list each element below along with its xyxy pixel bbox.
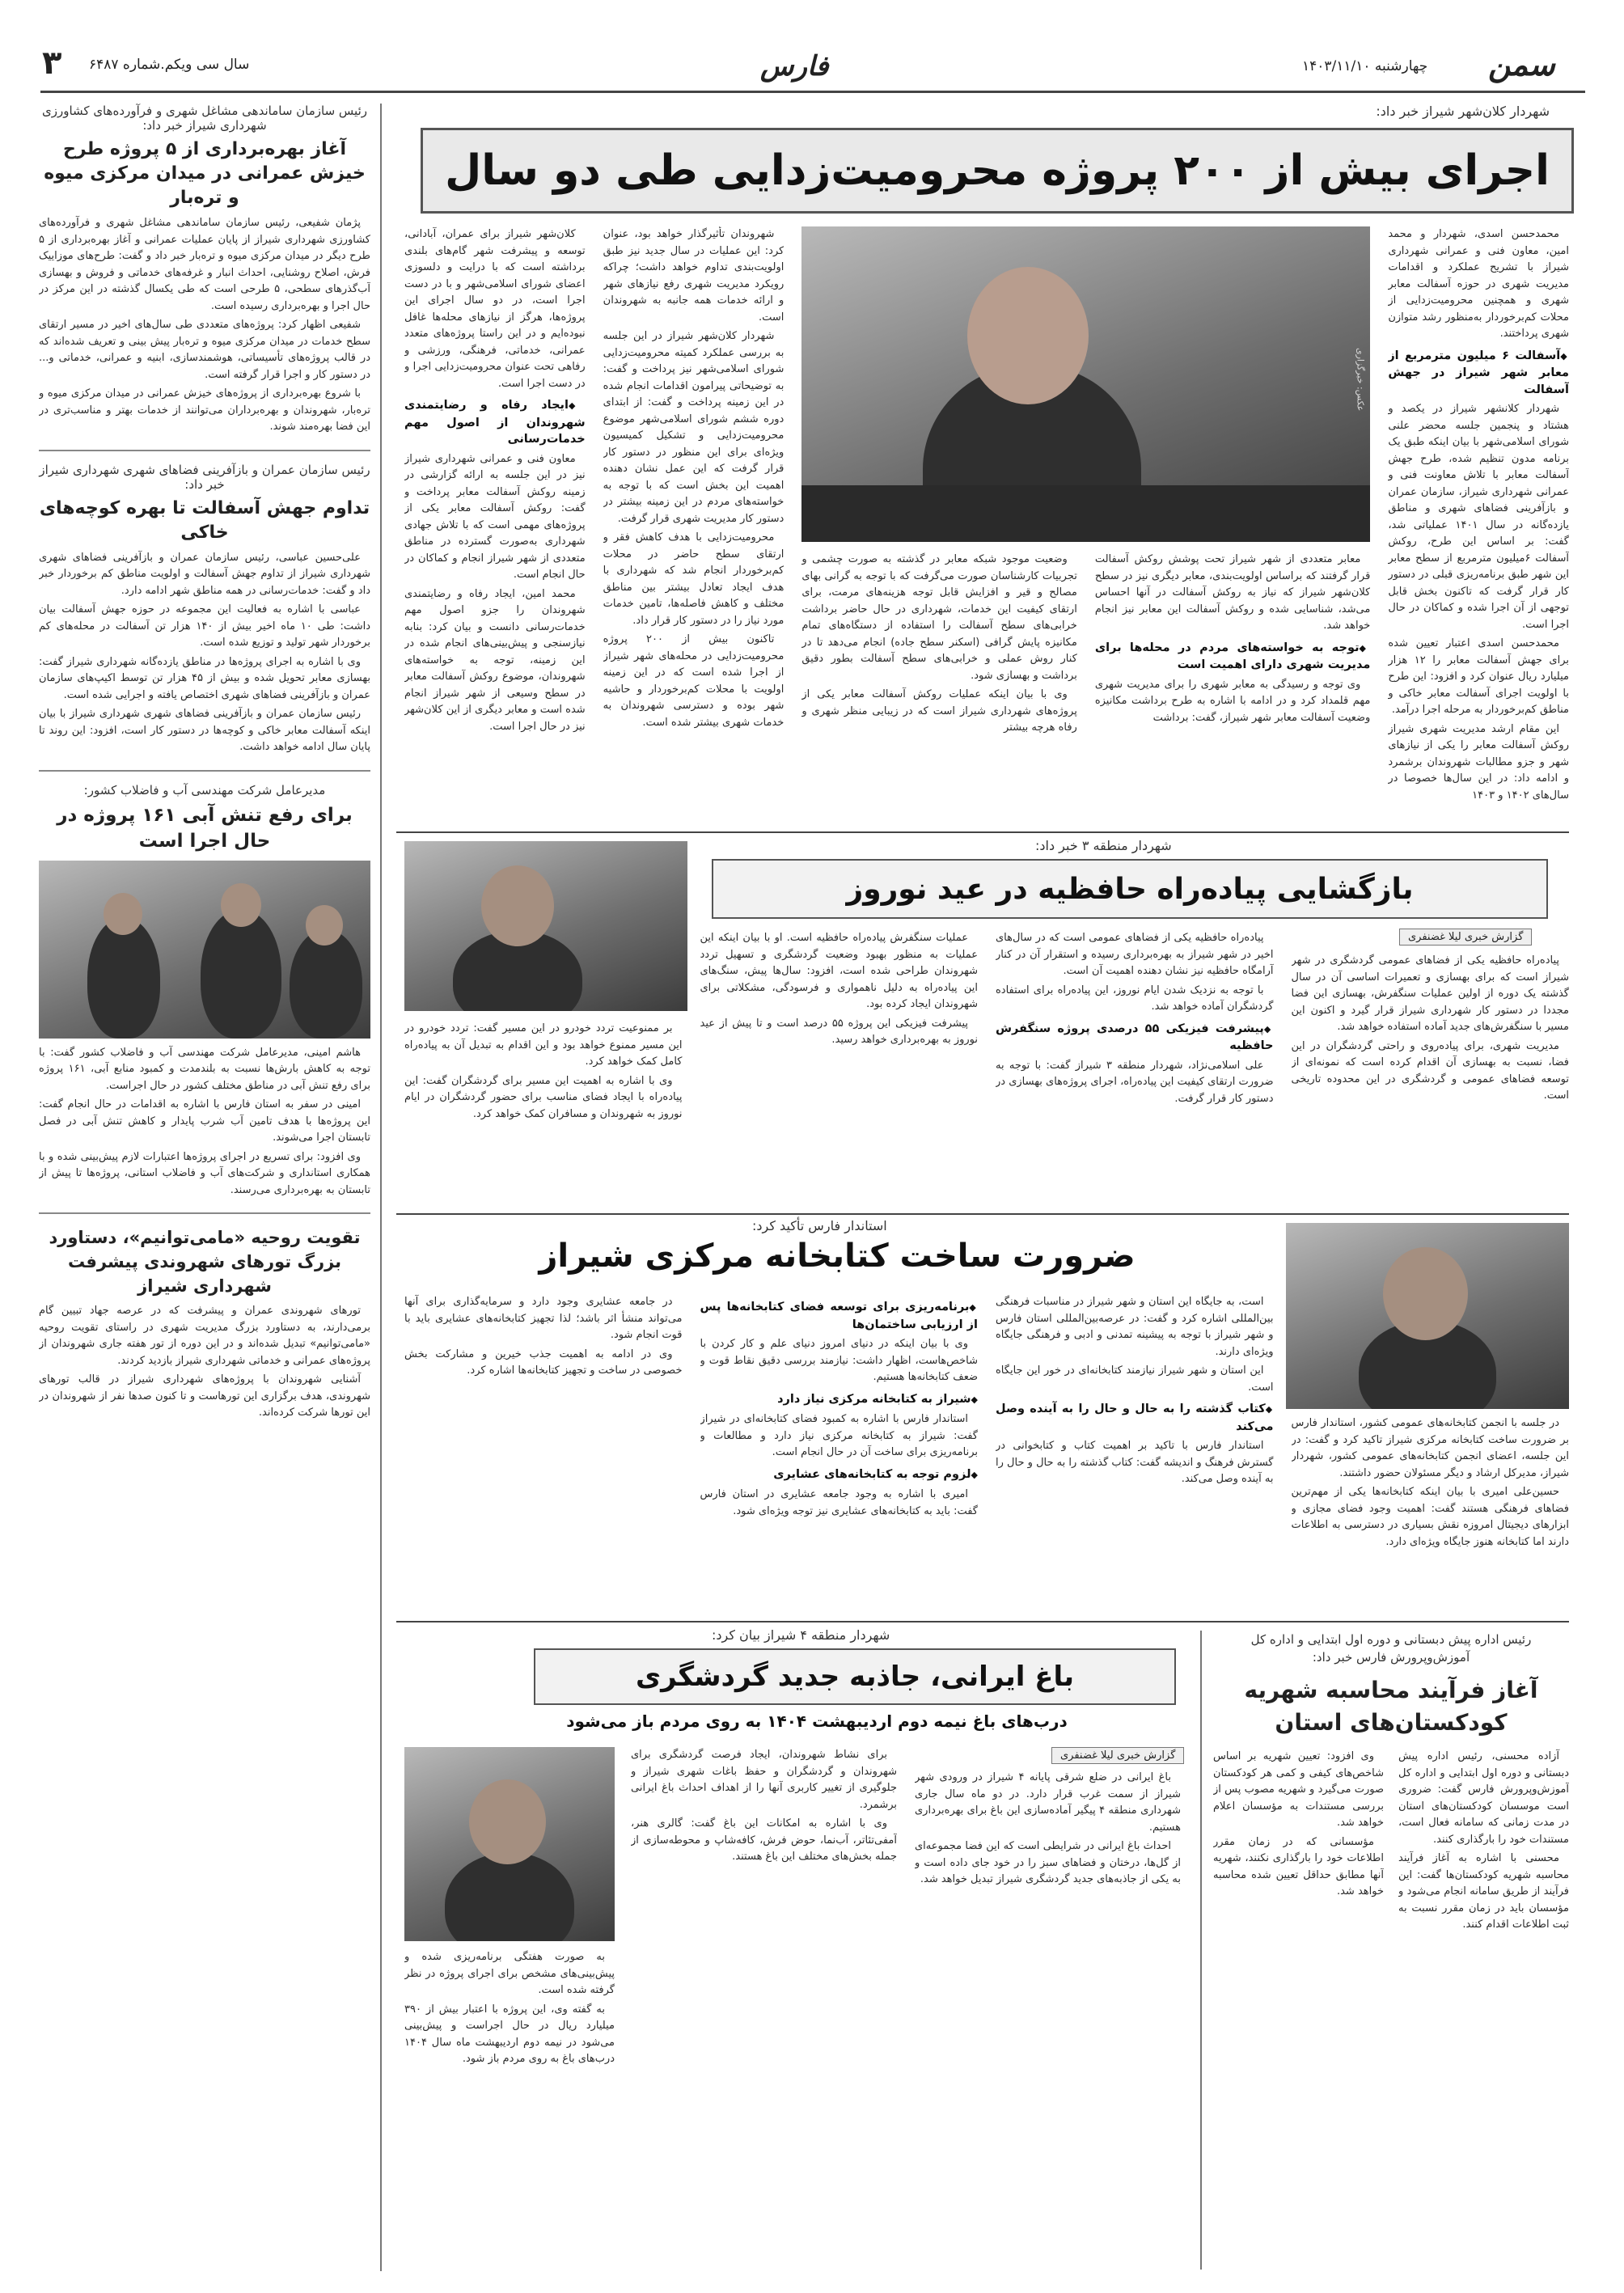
- paragraph: حسین‌علی امیری با بیان اینکه کتابخانه‌ها یکی از مهم‌ترین فضاهای فرهنگی هستند گفت: اهمیت وجود فضای مجازی و ابزارهای دیجیتال امروزه نقش بسیاری در دسترسی به اطلاعات دارند اما کتابخانه هنوز جایگاه ویژه‌ای دارد.: [1291, 1486, 1569, 1548]
- paragraph: برای نشاط شهروندان، ایجاد فرصت گردشگری برای شهروندان و گردشگران و حفظ باغات شهری شیراز و جلوگیری از تغییر کاربری آنها را از اهداف احداث باغ ایرانی برشمرد.: [631, 1749, 897, 1811]
- main-headline: [421, 128, 1574, 214]
- paragraph: استاندار فارس با اشاره به کمبود فضای کتابخانه‌ای در شیراز گفت: شیراز به کتابخانه مرکزی نیاز دارد و مطالعات و برنامه‌ریزی برای ساخت آن در حال انجام است.: [700, 1413, 978, 1458]
- headline: آغاز فرآیند محاسبه شهریه کودکستان‌های استان: [1244, 1677, 1538, 1736]
- water-officials-photo: [39, 861, 370, 1039]
- headline: برای رفع تنش آبی ۱۶۱ پروژه در حال اجرا است: [57, 804, 353, 852]
- paragraph: امینی در سفر به استان فارس با اشاره به اقدامات در حال انجام گفت: این پروژه‌ها با هدف تامین آب شرب پایدار و کاهش تنش آبی در فصل تابستان اجرا می‌شوند.: [39, 1098, 370, 1144]
- kicker: رئیس سازمان عمران و بازآفرینی فضاهای شهری شهرداری شیراز خبر داد:: [39, 462, 370, 492]
- page-header: [0, 0, 1624, 97]
- kindergarten-col-2: [1213, 1749, 1384, 1936]
- hafezieh-headline-text: بازگشایی پیاده‌راه حافظیه در عید نوروز: [846, 872, 1414, 906]
- paragraph: این مقام ارشد مدیریت شهری شیراز روکش آسفالت معابر را یکی از نیازهای شهر و جزو مطالبات شهروندان برشمرد و ادامه داد: در این سال‌ها خصوصا در سال‌های ۱۴۰۲ و ۱۴۰۳: [1388, 722, 1569, 802]
- paragraph: تاکنون بیش از ۲۰۰ پروژه محرومیت‌زدایی در محله‌های شهر شیراز از اجرا شده است که در این زمینه اولویت با محلات کم‌برخوردار و حاشیه شهر بوده و دسترسی شهروندان به خدمات شهری بیشتر شده است.: [603, 633, 785, 729]
- paragraph: محرومیت‌زدایی با هدف کاهش فقر و ارتقای سطح حاضر در محلات کم‌برخوردار انجام شد که شهرداری با هدف ایجاد تعادل بیشتر بین مناطق مختلف و کاهش فاصله‌ها، تامین خدمات مورد نیاز را در دستور کار قرار داد.: [603, 531, 785, 627]
- hafezieh-col-3: [700, 930, 979, 1051]
- paragraph: مدیریت شهری، برای پیاده‌روی و راحتی گردشگران در این فضا، نسبت به بهسازی آن اقدام کرده است که نمونه‌ای از توسعه فضاهای عمومی و گردشگری در این محدوده تاریخی است.: [1291, 1039, 1569, 1102]
- photo-caption: عکس: خبرگزاری: [1355, 348, 1366, 412]
- hafezieh-headline: [712, 859, 1548, 919]
- district4-mayor-photo: [404, 1747, 615, 1941]
- left-column-rule: [380, 104, 382, 2271]
- main-headline-text: اجرای بیش از ۲۰۰ پروژه محرومیت‌زدایی طی دو سال: [445, 146, 1550, 195]
- paragraph: مؤسسانی که در زمان مقرر اطلاعات خود را بارگذاری نکنند، شهریه آنها مطابق حداقل تعیین شده محاسبه خواهد شد.: [1213, 1835, 1384, 1897]
- bagh-body: [631, 1747, 1181, 2249]
- library-col-3: [700, 1294, 979, 1522]
- paragraph: باغ ایرانی در ضلع شرقی پایانه ۴ شیراز در ورودی شهر شیراز از سمت غرب قرار دارد. در دو ماه سال جاری شهرداری منطقه ۴ پیگیر آماده‌سازی این باغ برای بهره‌برداری هستیم.: [915, 1771, 1181, 1834]
- paragraph: کلان‌شهر شیراز برای عمران، آبادانی، توسعه و پیشرفت شهر گام‌های بلندی برداشته است که با درایت و دلسوزی اعضای شورای اسلامی‌شهر و با در دست اجرا است، در دو سال اجرای این پروژه‌ها، هرگز از نیازهای محله‌ها غافل نبوده‌ایم و در این راستا پروژه‌های متعدد عمرانی، خدماتی، فرهنگی، ورزشی و رفاهی تحت عنوان محرومیت‌زدایی اجرا و در دست اجرا است.: [404, 228, 586, 390]
- paragraph: وی در ادامه به اهمیت جذب خیرین و مشارکت بخش خصوصی در ساخت و تجهیز کتابخانه‌ها اشاره کرد.: [404, 1347, 683, 1377]
- paragraph: آزاده محسنی، رئیس اداره پیش دبستانی و دوره اول ابتدایی و اداره کل آموزش‌وپرورش فارس گفت: ضروری است موسسان کودکستان‌های استان در مدت زمانی که سامانه فعال است، مستندات خود را بارگذاری کنند.: [1398, 1750, 1569, 1846]
- bagh-subhead: درب‌های باغ نیمه دوم اردیبهشت ۱۴۰۴ به روی مردم باز می‌شود: [566, 1711, 1068, 1731]
- bagh-col-1: [915, 1770, 1181, 1891]
- paragraph: وی توجه و رسیدگی به معابر شهری را برای مدیریت شهری مهم قلمداد کرد و در ادامه با اشاره به طرح برداشت مکانیزه وضعیت آسفالت معابر شهر شیراز، گفت: برداشت: [1094, 678, 1371, 724]
- issue-number: سال سی ویکم.شماره ۶۴۸۷: [89, 57, 250, 73]
- paragraph: در جامعه عشایری وجود دارد و سرمایه‌گذاری برای آنها می‌تواند منشأ اثر باشد؛ لذا تجهیز کتابخانه‌های عشایری باید با قوت انجام شود.: [404, 1296, 683, 1341]
- story-water: [39, 783, 370, 1202]
- section-title: فارس: [760, 50, 829, 82]
- divider: [39, 450, 370, 451]
- paragraph: است، به جایگاه این استان و شهر شیراز در مناسبات فرهنگی بین‌المللی اشاره کرد و گفت: در عرصه‌بین‌المللی استان فارس و شهر شیراز با توجه به پیشینه تمدنی و ادبی و فرهنگی جایگاه ویژه‌ای دارند.: [996, 1296, 1274, 1358]
- paragraph: تورهای شهروندی عمران و پیشرفت که در عرصه جهاد تبیین گام برمی‌دارند، به دستاورد بزرگ مدیریت شهری در راستای تقویت روحیه «مامی‌توانیم» تبدیل شده‌اند و در این دوره از تور هفته جاری شهروندان از پروژه‌های عمرانی و خدماتی شهرداری شیراز بازدید کردند.: [39, 1305, 370, 1367]
- bagh-kicker: شهردار منطقه ۴ شیراز بیان کرد:: [712, 1627, 890, 1643]
- library-col-2: [996, 1294, 1274, 1491]
- story-asphalt: [39, 463, 370, 759]
- story-body: [39, 215, 370, 438]
- paragraph: به گفته وی، این پروژه با اعتبار بیش از ۳۹۰ میلیارد ریال در حال اجراست و پیش‌بینی می‌شود در نیمه دوم اردیبهشت ماه سال ۱۴۰۴ درب‌های باغ به روی مردم باز شود.: [404, 2003, 615, 2065]
- subhead: ◆ آسفالت ۶ میلیون مترمربع از معابر شهر شیراز در جهش آسفالت: [1388, 348, 1569, 399]
- paragraph: پیاده‌راه حافظیه یکی از فضاهای عمومی گردشگری در شهر شیراز است که برای بهسازی و تعمیرات اساسی آن در سال گذشته یک دوره از اولین عملیات سنگفرش، بهسازی این فضا مجددا در دستور کار شهرداری شیراز قرار گیرد و اکنون این مسیر با سنگفرش‌های جدید آماده استفاده خواهد شد.: [1291, 954, 1569, 1033]
- hafezieh-col-4: [404, 1021, 683, 1125]
- hafezieh-col-1: [1292, 953, 1570, 1107]
- left-column: [39, 104, 370, 2271]
- paragraph: شهردار کلان‌شهر شیراز در این جلسه به بررسی عملکرد کمیته محرومیت‌زدایی شورای اسلامی‌شهر نیز پرداخت و گفت: به توضیحاتی پیرامون اقدامات انجام شده در این زمینه پرداخت و گفت: از ابتدای دوره ششم شورای اسلامی‌شهر موضوع محرومیت‌زدایی و تشکیل کمیسیون ویژه‌ای برای این منظور در دستور کار قرار گرفت که این عمل نشان دهنده اهمیت این بخش است که با توجه به خواسته‌های مردم در این زمینه بیشتر در دستور کار مدیریت شهری قرار گرفت.: [603, 330, 785, 525]
- subhead: ◆ لزوم توجه به کتابخانه‌های عشایری: [700, 1466, 979, 1484]
- paragraph: وی افزود: برای تسریع در اجرای پروژه‌ها اعتبارات لازم پیش‌بینی شده و با همکاری استانداری و شرکت‌های آب و فاضلاب استانی، پروژه‌ها تا پیش از تابستان به بهره‌برداری می‌رسند.: [39, 1150, 370, 1196]
- header-rule: [40, 91, 1585, 93]
- subhead: ◆ کتاب گذشته را به حال و حال را به آینده وصل می‌کند: [996, 1401, 1274, 1435]
- main-col-3: [801, 552, 1077, 739]
- main-kicker: شهردار کلان‌شهر شیراز خبر داد:: [1376, 104, 1550, 119]
- paragraph: وی با اشاره به اجرای پروژه‌ها در مناطق یازده‌گانه شهرداری شیراز گفت: بهسازی معابر تحویل شده و بیش از ۴۵ هزار تن توسط اکیپ‌های سازمان عمران و بازآفرینی فضاهای شهری اختصاص یافته و اجرایی شده است.: [39, 655, 370, 701]
- divider: [39, 770, 370, 772]
- library-kicker: استاندار فارس تأکید کرد:: [752, 1218, 887, 1233]
- subhead: ◆ توجه به خواسته‌های مردم در محله‌ها برای مدیریت شهری دارای اهمیت است: [1095, 640, 1371, 674]
- issue-date: چهارشنبه ۱۴۰۳/۱۱/۱۰: [1302, 58, 1428, 74]
- paragraph: هاشم امینی، مدیرعامل شرکت مهندسی آب و فاضلاب کشور گفت: با توجه به کاهش بارش‌ها نسبت به بلندمدت و کمبود منابع آبی، ۱۶۱ پروژه برای رفع تنش آبی در مناطق مختلف کشور در حال اجراست.: [39, 1046, 370, 1092]
- paragraph: شفیعی اظهار کرد: پروژه‌های متعددی طی سال‌های اخیر در مسیر ارتقای سطح خدمات در میدان مرکزی میوه و تره‌بار پیش بینی و تعریف شده‌اند که در قالب پروژه‌های تأسیساتی، هوشمندسازی، ابنیه و عمرانی، خدماتی و... در دستور کار و اجرا قرار گرفته است.: [39, 319, 370, 381]
- paragraph: محمدحسن اسدی، شهردار و محمد امین، معاون فنی و عمرانی شهرداری شیراز با تشریح عملکرد و اقدامات مدیریت شهری در حوزه آسفالت معابر شهری و همچنین محرومیت‌زدایی از محلات کم‌برخوردار به‌منظور رشد متوازن شهری پرداختند.: [1388, 228, 1569, 340]
- kindergarten-col-1: [1398, 1749, 1569, 1936]
- page-number: ۳: [42, 44, 62, 82]
- subhead: ◆ برنامه‌ریزی برای توسعه فضای کتابخانه‌ها پس از ارزیابی ساختمان‌ها: [700, 1299, 979, 1333]
- paragraph: رئیس سازمان عمران و بازآفرینی فضاهای شهری شهرداری شیراز با بیان اینکه آسفالت معابر خاکی و کوچه‌ها در دستور کار است، افزود: این روند تا پایان سال ادامه خواهد داشت.: [39, 708, 370, 753]
- story-bazaar: [39, 104, 370, 438]
- bagh-col-2: [631, 1747, 897, 1868]
- kicker: رئیس سازمان ساماندهی مشاغل شهری و فرآورده‌های کشاورزی شهرداری شیراز خبر داد:: [41, 104, 367, 133]
- paragraph: بر ممنوعیت تردد خودرو در این مسیر گفت: تردد خودرو در این مسیر ممنوع خواهد بود و این اقدام به تبدیل آن به پیاده‌راه کامل کمک خواهد کرد.: [404, 1022, 683, 1068]
- main-col-1: [1388, 226, 1569, 806]
- main-story-body: [404, 226, 1569, 825]
- paragraph: وی با بیان اینکه در دنیای امروز دنیای علم و کار کردن با شاخص‌هاست، اظهار داشت: نیازمند بررسی دقیق نقاط قوت و ضعف کتابخانه‌ها هستیم.: [700, 1338, 978, 1383]
- paragraph: استاندار فارس با تاکید بر اهمیت کتاب و کتابخوانی در گسترش فرهنگ و اندیشه گفت: کتاب گذشته را به حال و حال را به آینده وصل می‌کند.: [996, 1440, 1274, 1485]
- paragraph: وی افزود: تعیین شهریه بر اساس شاخص‌های کیفی و کمی هر کودکستان صورت می‌گیرد و شهریه مصوب پس از بررسی مستندات به مؤسسان اعلام خواهد شد.: [1213, 1750, 1384, 1829]
- library-col-1: [1292, 1415, 1570, 1553]
- paragraph: وضعیت موجود شبکه معابر در گذشته به صورت چشمی و تجربیات کارشناسان صورت می‌گرفت که با توجه به گرانی بهای مصالح و قیر و افزایش قابل توجه هزینه‌های مرمت، برای ارتقای کیفیت این خدمات، شهرداری در حال حاضر برداشت خرابی‌های سطح آسفالت را استفاده از دستگاه‌های تمام مکانیزه پایش گرافی (اسکنر سطح جاده) انجام می‌دهد تا در کنار روش عملی و خرابی‌های سطح آسفالت بطور دقیق برداشت و بهسازی شود.: [801, 553, 1077, 682]
- kicker: مدیرعامل شرکت مهندسی آب و فاضلاب کشور:: [83, 782, 326, 797]
- paragraph: عباسی با اشاره به فعالیت این مجموعه در حوزه جهش آسفالت بیان داشت: طی ۱۰ ماه اخیر بیش از ۱۴۰ هزار تن آسفالت در محله‌های کم برخوردار شهر تولید و توزیع شده است.: [39, 603, 370, 649]
- paragraph: آشنایی شهروندان با پروژه‌های شهرداری شیراز در قالب تورهای شهروندی، هدف برگزاری این تورهاست و تا کنون صدها نفر از شهروندان در این تورها شرکت کرده‌اند.: [39, 1373, 370, 1419]
- library-headline: ضرورت ساخت کتابخانه مرکزی شیراز: [539, 1237, 1136, 1275]
- section-rule: [396, 831, 1569, 833]
- paragraph: شهروندان تأثیرگذار خواهد بود، عنوان کرد: این عملیات در سال جدید نیز طبق اولویت‌بندی تداوم خواهد داشت؛ چراکه رویکرد مدیریت شهری رفع نیازهای شهر و ارائه خدمات همه جانبه به شهروندان است.: [603, 228, 785, 324]
- section-rule: [396, 1621, 1569, 1622]
- paragraph: محمدحسن اسدی اعتبار تعیین شده برای جهش آسفالت معابر را ۱۲ هزار میلیارد ریال عنوان کرد و افزود: این طرح با اولویت اجرای آسفالت معابر خاکی و مناطق کم‌برخوردار به مرحله اجرا درآمد.: [1388, 637, 1569, 716]
- main-col-4: [603, 226, 785, 734]
- paragraph: این استان و شهر شیراز نیازمند کتابخانه‌ای در خور این جایگاه است.: [996, 1364, 1274, 1394]
- paragraph: علی‌حسین عباسی، رئیس سازمان عمران و بازآفرینی فضاهای شهری شهرداری شیراز از تداوم جهش آسفالت و اولویت مناطق کم برخوردار خبر داد و گفت: خدمات‌رسانی در همه مناطق شهر ادامه دارد.: [39, 551, 370, 597]
- main-photo-block: [801, 226, 1370, 739]
- divider: [39, 1212, 370, 1214]
- paragraph: با توجه به نزدیک شدن ایام نوروز، این پیاده‌راه برای استفاده گردشگران آماده خواهد شد.: [996, 984, 1274, 1013]
- section-rule: [396, 1213, 1569, 1215]
- mayor-photo: [801, 226, 1370, 542]
- kindergarten-rule: [1200, 1631, 1202, 2270]
- paragraph: علی اسلامی‌نژاد، شهردار منطقه ۳ شیراز گفت: با توجه به ضرورت ارتقای کیفیت این پیاده‌راه، اجرای پروژه‌های بهسازی در دستور کار قرار گرفت.: [996, 1059, 1274, 1105]
- paragraph: پژمان شفیعی، رئیس سازمان ساماندهی مشاغل شهری و فرآورده‌های کشاورزی شهرداری شیراز از پایان عملیات عمرانی و آغاز بهره‌برداری از ۵ طرح دیگر در میدان مرکزی میوه و تره‌بار خبر داد و گفت: طرح‌های موزاییک فرش، اصلاح روشنایی، احداث انبار و غرفه‌های خدماتی و فروش و بهسازی آب‌گذرهای سطحی، ۵ طرحی است که طی یکسال گذشته در این مرکز در حال اجرا و بهره‌برداری رسیده است.: [39, 217, 370, 312]
- bagh-col-3: [404, 1949, 615, 2071]
- library-col-4: [404, 1294, 683, 1382]
- paragraph: احداث باغ ایرانی در شرایطی است که این فضا مجموعه‌ای از گل‌ها، درختان و فضاهای سبز را در خود جای داده است و به یکی از جاذبه‌های جدید گردشگری شیراز تبدیل خواهد شد.: [915, 1840, 1181, 1885]
- paragraph: به صورت هفتگی برنامه‌ریزی شده و پیش‌بینی‌های مشخص برای اجرای پروژه در نظر گرفته شده است.: [404, 1951, 615, 1996]
- main-col-5: [404, 226, 586, 738]
- subhead: ◆ ایجاد رفاه و رضایتمندی شهروندان از اصول مهم خدمات‌رسانی: [404, 397, 586, 448]
- paragraph: محمد امین، ایجاد رفاه و رضایتمندی شهروندان را جزو اصول مهم خدمات‌رسانی دانست و بیان کرد: بنابه نیازسنجی و پیش‌بینی‌های انجام شده در این زمینه، توجه به خواسته‌های شهروندان، موضوع روکش آسفالت معابر در سطح وسیعی از شهر شیراز انجام شده است و معابر دیگری از این کلان‌شهر نیز در حال اجرا است.: [404, 587, 586, 733]
- paragraph: پیشرفت فیزیکی این پروژه ۵۵ درصد است و تا پیش از عید نوروز به بهره‌برداری خواهد رسید.: [700, 1017, 978, 1046]
- brand-logo: سمن: [1488, 47, 1555, 82]
- story-body: [39, 1045, 370, 1202]
- story-body: [39, 550, 370, 759]
- hafezieh-byline: گزارش خبری لیلا غضنفری: [1399, 929, 1532, 946]
- story-tours: [39, 1225, 370, 1424]
- kicker: رئیس اداره پیش دبستانی و دوره اول ابتدایی و اداره کل آموزش‌وپرورش فارس خبر داد:: [1250, 1632, 1532, 1665]
- paragraph: عملیات سنگفرش پیاده‌راه حافظیه است. او با بیان اینکه این عملیات به منظور بهبود وضعیت گردشگری و تسهیل تردد شهروندان طراحی شده است، افزود: سال‌ها پیش، سنگ‌های این پیاده‌راه به دلیل ناهمواری و فرسودگی، مشکلاتی برای شهروندان ایجاد کرده بود.: [700, 932, 978, 1010]
- hafezieh-body: [404, 930, 1569, 1205]
- paragraph: با شروع بهره‌برداری از پروژه‌های خیزش عمرانی در میدان مرکزی میوه و تره‌بار، شهروندان و بهره‌برداران می‌توانند از خدمات بهتر و مناسب‌تری در این فضا بهره‌مند شوند.: [39, 387, 370, 433]
- kindergarten-story: [1213, 1631, 1569, 2270]
- headline: آغاز بهره‌برداری از ۵ پروژه طرح خیزش عمرانی در میدان مرکزی میوه و تره‌بار: [44, 139, 366, 208]
- subhead: ◆ شیراز به کتابخانه مرکزی نیاز دارد: [700, 1391, 979, 1409]
- paragraph: وی با بیان اینکه عملیات روکش آسفالت معابر یکی از پروژه‌های شهرداری شیراز است که در زیبایی منظر شهری و رفاه هرچه بیشتر: [801, 688, 1077, 734]
- library-body: [404, 1294, 1569, 1610]
- paragraph: معابر متعددی از شهر شیراز تحت پوشش روکش آسفالت قرار گرفتند که براساس اولویت‌بندی، معابر دیگری نیز در سطح کلان‌شهر شیراز که نیاز به روکش آسفالت در آنها احساس می‌شد، شناسایی شده و روکش آسفالت این معابر نیز انجام خواهد شد.: [1094, 553, 1371, 632]
- paragraph: شهردار کلانشهر شیراز در یکصد و هشتاد و پنجمین جلسه محضر علنی شورای اسلامی‌شهر با بیان اینکه طبق یک برنامه مدون تنظیم شده، طرح جهش آسفالت معابر با تلاش معاونت فنی و عمرانی شهرداری شیراز، سازمان عمران و بازآفرینی فضاهای شهری و مناطق یازده‌گانه در سال ۱۴۰۱ عملیاتی شد، گفت: بر اساس این طرح، روکش آسفالت ۶میلیون مترمربع از سطح معابر این شهر طبق برنامه‌ریزی قبلی در دستور کار قرار گرفت که تاکنون بخش قابل توجهی از آن اجرا شده و کماکان در حال اجرا است.: [1388, 403, 1569, 631]
- paragraph: معاون فنی و عمرانی شهرداری شیراز نیز در این جلسه به ارائه گزارشی در زمینه روکش آسفالت معابر پرداخت و گفت: روکش آسفالت معابر یکی از پروژه‌های مهمی است که با تلاش جهادی شهرداری به‌صورت گسترده در مناطق متعددی از شهر شیراز انجام و کماکان در حال انجام است.: [404, 452, 586, 581]
- story-body: [39, 1303, 370, 1424]
- subhead: ◆ پیشرفت فیزیکی ۵۵ درصدی پروژه سنگفرش حافظیه: [996, 1021, 1274, 1055]
- bagh-byline: گزارش خبری لیلا غضنفری: [1051, 1747, 1184, 1764]
- bagh-headline: [534, 1648, 1176, 1705]
- paragraph: وی با اشاره به امکانات این باغ گفت: گالری هنر، آمفی‌تئاتر، آب‌نما، حوض فرش، کافه‌شاپ و محوطه‌سازی از جمله بخش‌های مختلف این باغ هستند.: [631, 1817, 897, 1863]
- hafezieh-kicker: شهردار منطقه ۳ خبر داد:: [1035, 838, 1172, 853]
- bagh-headline-text: باغ ایرانی، جاذبه جدید گردشگری: [636, 1661, 1074, 1693]
- headline: تقویت روحیه «مامی‌توانیم»، دستاورد بزرگ تورهای شهروندی پیشرفت شهرداری شیراز: [49, 1228, 361, 1296]
- paragraph: محسنی با اشاره به آغاز فرآیند محاسبه شهریه کودکستان‌ها گفت: این فرآیند از طریق سامانه انجام می‌شود و مؤسسان باید در زمان مقرر نسبت به ثبت اطلاعات اقدام کنند.: [1398, 1852, 1569, 1931]
- hafezieh-col-2: [996, 930, 1274, 1110]
- paragraph: پیاده‌راه حافظیه یکی از فضاهای عمومی است که در سال‌های اخیر در شهر شیراز به بهره‌برداری رسیده و استقرار آن در کنار آرامگاه حافظیه نیز نشان دهنده اهمیت آن است.: [996, 932, 1274, 977]
- headline: تداوم جهش آسفالت تا بهره کوچه‌های خاکی: [39, 497, 370, 543]
- paragraph: وی با اشاره به اهمیت این مسیر برای گردشگران گفت: این پیاده‌راه با ایجاد فضای مناسب برای حضور گردشگران در ایام نوروز به شهروندان و مسافران کمک خواهد کرد.: [404, 1074, 683, 1120]
- paragraph: در جلسه با انجمن کتابخانه‌های عمومی کشور، استاندار فارس بر ضرورت ساخت کتابخانه مرکزی شیراز تاکید کرد و گفت: در این جلسه، اعضای انجمن کتابخانه‌های عمومی کشور، شهردار شیراز، مدیرکل ارشاد و دیگر مسئولان حضور داشتند.: [1291, 1417, 1569, 1479]
- main-col-2: [1095, 552, 1371, 739]
- paragraph: امیری با اشاره به وجود جامعه عشایری در استان فارس گفت: باید به کتابخانه‌های عشایری نیز توجه ویژه‌ای شود.: [700, 1488, 978, 1517]
